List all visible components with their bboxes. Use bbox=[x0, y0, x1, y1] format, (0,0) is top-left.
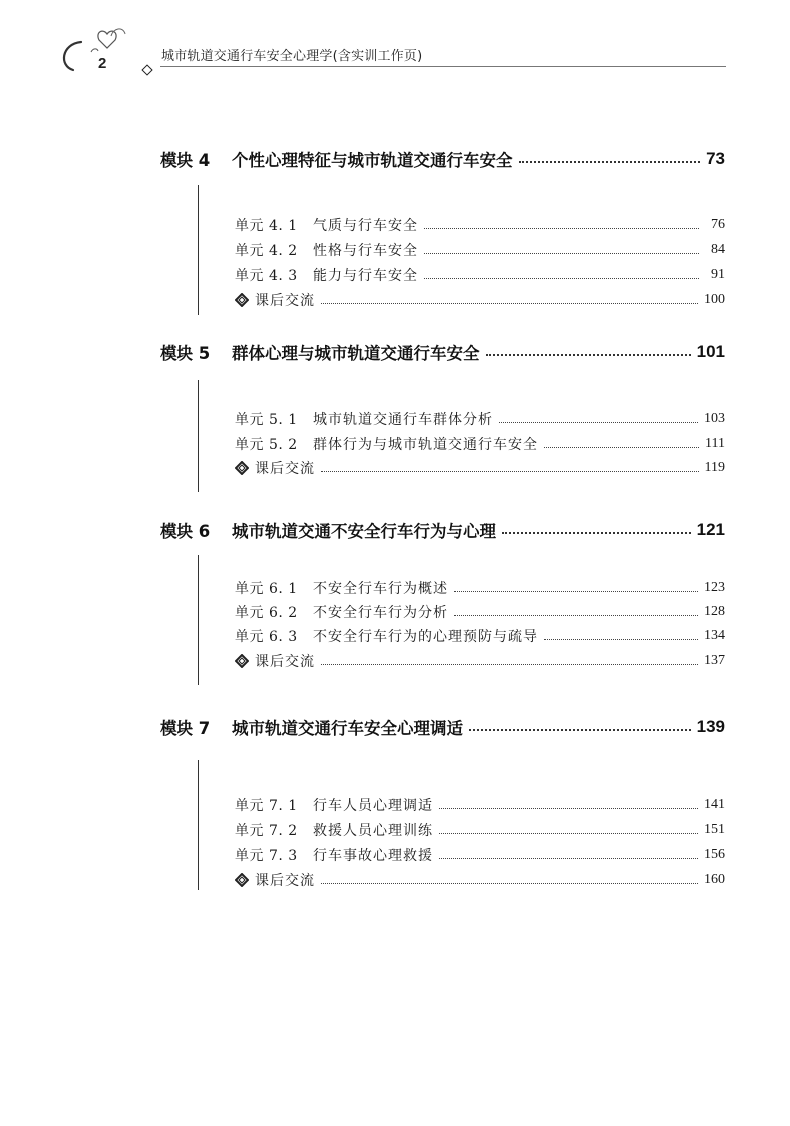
discussion-entry[interactable] bbox=[235, 457, 725, 479]
section-rule bbox=[198, 380, 199, 492]
unit-page: 91 bbox=[711, 267, 725, 282]
discussion-page: 119 bbox=[704, 460, 725, 475]
module-heading[interactable] bbox=[160, 146, 725, 172]
unit-number: 单元 7. 1 bbox=[235, 798, 298, 814]
page-header bbox=[0, 0, 790, 80]
discussion-page: 100 bbox=[704, 292, 725, 307]
unit-entry[interactable] bbox=[235, 264, 725, 286]
unit-page: 111 bbox=[705, 436, 725, 451]
module-heading[interactable] bbox=[160, 714, 725, 740]
discussion-label: 课后交流 bbox=[255, 654, 315, 670]
discussion-entry[interactable] bbox=[235, 869, 725, 891]
module-page: 121 bbox=[696, 520, 725, 539]
unit-entry[interactable] bbox=[235, 601, 725, 623]
unit-number: 单元 4. 2 bbox=[235, 243, 298, 259]
unit-title: 性格与行车安全 bbox=[313, 243, 418, 259]
dot-leader bbox=[519, 161, 701, 163]
unit-entry[interactable] bbox=[235, 239, 725, 261]
dot-leader bbox=[321, 883, 698, 884]
module-title: 城市轨道交通不安全行车行为与心理 bbox=[232, 522, 496, 541]
unit-page: 134 bbox=[704, 628, 725, 643]
dot-leader bbox=[544, 447, 699, 448]
diamond-bullet-icon bbox=[141, 64, 152, 75]
unit-number: 单元 5. 1 bbox=[235, 412, 298, 428]
dot-leader bbox=[469, 729, 691, 731]
diamond-arrows-icon bbox=[235, 293, 255, 307]
dot-leader bbox=[439, 833, 698, 834]
unit-number: 单元 6. 1 bbox=[235, 581, 298, 597]
discussion-label: 课后交流 bbox=[255, 293, 315, 309]
unit-page: 151 bbox=[704, 822, 725, 837]
heart-swirl-icon bbox=[55, 22, 135, 74]
unit-number: 单元 6. 3 bbox=[235, 629, 298, 645]
module-heading[interactable] bbox=[160, 517, 725, 543]
diamond-arrows-icon bbox=[235, 461, 255, 475]
unit-title: 行车事故心理救援 bbox=[313, 848, 433, 864]
module-page: 139 bbox=[696, 717, 725, 736]
dot-leader bbox=[439, 858, 698, 859]
module-page: 73 bbox=[706, 149, 725, 168]
book-title: 城市轨道交通行车安全心理学(含实训工作页) bbox=[161, 49, 423, 64]
dot-leader bbox=[424, 253, 699, 254]
dot-leader bbox=[321, 664, 698, 665]
unit-title: 不安全行车行为分析 bbox=[313, 605, 448, 621]
unit-page: 84 bbox=[711, 242, 725, 257]
dot-leader bbox=[454, 591, 698, 592]
unit-number: 单元 4. 1 bbox=[235, 218, 298, 234]
discussion-label: 课后交流 bbox=[255, 461, 315, 477]
module-title: 群体心理与城市轨道交通行车安全 bbox=[232, 344, 480, 363]
unit-number: 单元 7. 3 bbox=[235, 848, 298, 864]
discussion-page: 137 bbox=[704, 653, 725, 668]
module-title: 个性心理特征与城市轨道交通行车安全 bbox=[232, 151, 513, 170]
unit-entry[interactable] bbox=[235, 625, 725, 647]
unit-page: 156 bbox=[704, 847, 725, 862]
unit-entry[interactable] bbox=[235, 408, 725, 430]
unit-number: 单元 7. 2 bbox=[235, 823, 298, 839]
unit-number: 单元 5. 2 bbox=[235, 437, 298, 453]
dot-leader bbox=[486, 354, 691, 356]
unit-page: 141 bbox=[704, 797, 725, 812]
unit-page: 128 bbox=[704, 604, 725, 619]
unit-entry[interactable] bbox=[235, 794, 725, 816]
unit-entry[interactable] bbox=[235, 577, 725, 599]
section-rule bbox=[198, 760, 199, 890]
dot-leader bbox=[499, 422, 698, 423]
module-number: 模块 5 bbox=[160, 344, 211, 363]
unit-entry[interactable] bbox=[235, 214, 725, 236]
unit-title: 能力与行车安全 bbox=[313, 268, 418, 284]
unit-entry[interactable] bbox=[235, 819, 725, 841]
module-number: 模块 4 bbox=[160, 151, 211, 170]
unit-title: 群体行为与城市轨道交通行车安全 bbox=[313, 437, 538, 453]
unit-page: 123 bbox=[704, 580, 725, 595]
discussion-entry[interactable] bbox=[235, 650, 725, 672]
header-rule bbox=[160, 66, 726, 67]
section-rule bbox=[198, 555, 199, 685]
module-number: 模块 6 bbox=[160, 522, 211, 541]
unit-number: 单元 4. 3 bbox=[235, 268, 298, 284]
dot-leader bbox=[544, 639, 698, 640]
module-heading[interactable] bbox=[160, 339, 725, 365]
unit-number: 单元 6. 2 bbox=[235, 605, 298, 621]
unit-title: 不安全行车行为概述 bbox=[313, 581, 448, 597]
unit-title: 不安全行车行为的心理预防与疏导 bbox=[313, 629, 538, 645]
dot-leader bbox=[321, 303, 698, 304]
dot-leader bbox=[321, 471, 699, 472]
unit-title: 气质与行车安全 bbox=[313, 218, 418, 234]
unit-entry[interactable] bbox=[235, 844, 725, 866]
section-rule bbox=[198, 185, 199, 315]
unit-page: 76 bbox=[711, 217, 725, 232]
dot-leader bbox=[424, 278, 699, 279]
unit-entry[interactable] bbox=[235, 433, 725, 455]
discussion-entry[interactable] bbox=[235, 289, 725, 311]
dot-leader bbox=[424, 228, 699, 229]
unit-title: 城市轨道交通行车群体分析 bbox=[313, 412, 493, 428]
module-title: 城市轨道交通行车安全心理调适 bbox=[232, 719, 463, 738]
module-number: 模块 7 bbox=[160, 719, 211, 738]
discussion-page: 160 bbox=[704, 872, 725, 887]
module-page: 101 bbox=[696, 342, 725, 361]
dot-leader bbox=[502, 532, 691, 534]
dot-leader bbox=[454, 615, 698, 616]
unit-page: 103 bbox=[704, 411, 725, 426]
unit-title: 行车人员心理调适 bbox=[313, 798, 433, 814]
diamond-arrows-icon bbox=[235, 654, 255, 668]
discussion-label: 课后交流 bbox=[255, 873, 315, 889]
page-number: 2 bbox=[98, 55, 107, 72]
diamond-arrows-icon bbox=[235, 873, 255, 887]
dot-leader bbox=[439, 808, 698, 809]
unit-title: 救援人员心理训练 bbox=[313, 823, 433, 839]
